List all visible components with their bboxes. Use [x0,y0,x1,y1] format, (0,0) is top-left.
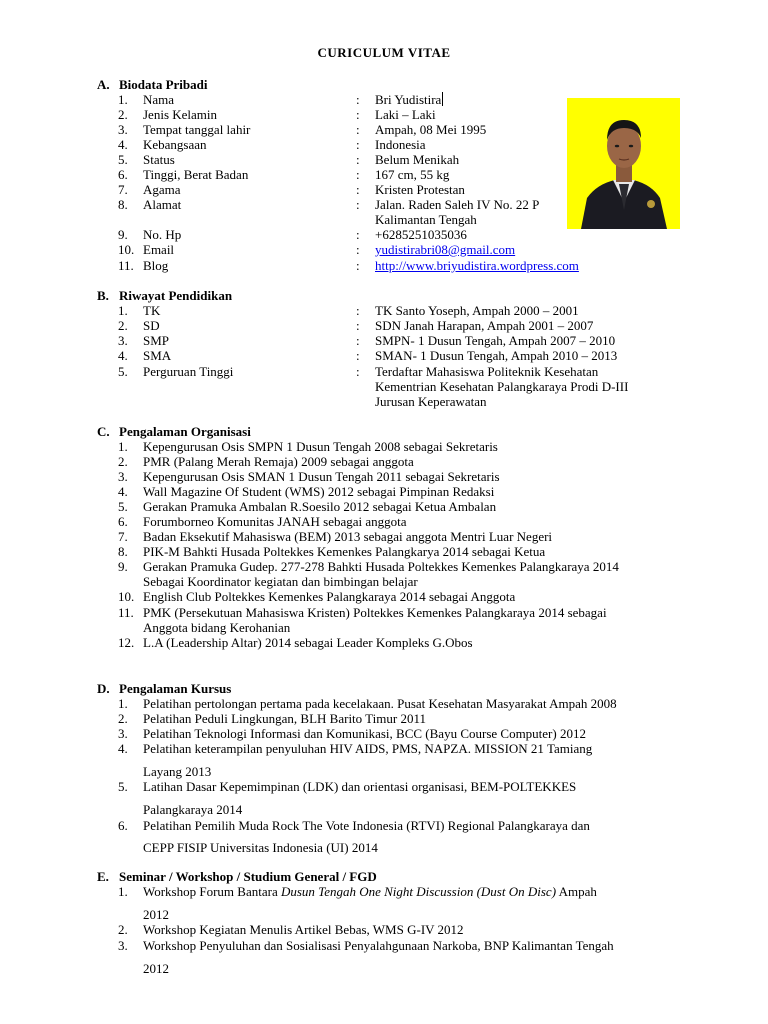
item-text: PMR (Palang Merah Remaja) 2009 sebagai anggota [143,454,414,469]
item-number: 6. [118,818,128,833]
item-number: 8. [118,544,128,559]
row-value: TK Santo Yoseph, Ampah 2000 – 2001 [375,303,579,318]
item-number: 4. [118,741,128,756]
row-colon: : [356,242,360,257]
row-value: Kristen Protestan [375,182,465,197]
item-text: Pelatihan Teknologi Informasi dan Komunikasi, BCC (Bayu Course Computer) 2012 [143,726,586,741]
item-text: Pelatihan keterampilan penyuluhan HIV AIDS, PMS, NAPZA. MISSION 21 Tamiang [143,741,593,756]
row-colon: : [356,258,360,273]
item-number: 4. [118,484,128,499]
row-label: Tinggi, Berat Badan [143,167,249,182]
row-value: Terdaftar Mahasiswa Politeknik Kesehatan [375,364,599,379]
item-number: 5. [118,779,128,794]
item-text: Kepengurusan Osis SMPN 1 Dusun Tengah 2008 sebagai Sekretaris [143,439,498,454]
row-number: 3. [118,333,128,348]
row-number: 11. [118,258,134,273]
section-a-title [97,77,208,93]
row-colon: : [356,107,360,122]
list-item-continuation: Anggota bidang Kerohanian [143,620,291,635]
name-value: Bri Yudistira [375,92,442,107]
row-value: SMAN- 1 Dusun Tengah, Ampah 2010 – 2013 [375,348,618,363]
row-label: Alamat [143,197,182,212]
person-portrait-icon [567,98,680,229]
profile-photo [567,98,680,229]
section-letter: C. [97,424,110,439]
row-value: 167 cm, 55 kg [375,167,450,182]
row-colon: : [356,303,360,318]
row-label: Nama [143,92,175,107]
section-title-text: Biodata Pribadi [119,77,208,92]
row-colon: : [356,122,360,137]
item-number: 6. [118,514,128,529]
section-title-text: Pengalaman Organisasi [119,424,251,439]
row-number: 4. [118,348,128,363]
section-letter: D. [97,681,110,696]
row-colon: : [356,92,360,107]
item-text: Kepengurusan Osis SMAN 1 Dusun Tengah 2011 sebagai Sekretaris [143,469,500,484]
row-label: No. Hp [143,227,182,242]
row-value: Laki – Laki [375,107,436,122]
list-item-continuation: 2012 [143,961,169,976]
row-label: Kebangsaan [143,137,207,152]
row-value: SDN Janah Harapan, Ampah 2001 – 2007 [375,318,594,333]
item-text: Gerakan Pramuka Gudep. 277-278 Bahkti Husada Poltekkes Kemenkes Palangkaraya 2014 [143,559,619,574]
item-text: Pelatihan Peduli Lingkungan, BLH Barito Timur 2011 [143,711,426,726]
item-text: Latihan Dasar Kepemimpinan (LDK) dan orientasi organisasi, BEM-POLTEKKES [143,779,577,794]
item-number: 3. [118,726,128,741]
text-cursor [442,92,443,106]
item-number: 1. [118,696,128,711]
section-c-title [97,424,251,440]
document-title: CURICULUM VITAE [317,45,451,60]
item-number: 3. [118,938,128,953]
section-letter: A. [97,77,110,92]
row-value: Kalimantan Tengah [375,212,477,227]
row-number: 1. [118,303,128,318]
item-number: 10. [118,589,135,604]
row-value: +6285251035036 [375,227,467,242]
row-value: Jalan. Raden Saleh IV No. 22 P [375,197,540,212]
row-number: 5. [118,364,128,379]
row-colon: : [356,318,360,333]
item-text-pre: Workshop Forum Bantara [143,884,281,899]
section-e-title [97,869,377,885]
row-label: Perguruan Tinggi [143,364,234,379]
item-number: 7. [118,529,128,544]
row-number: 1. [118,92,128,107]
section-b-title [97,288,232,304]
row-value: SMPN- 1 Dusun Tengah, Ampah 2007 – 2010 [375,333,616,348]
row-number: 5. [118,152,128,167]
row-value: Ampah, 08 Mei 1995 [375,122,487,137]
section-title-text: Seminar / Workshop / Studium General / FGD [119,869,377,884]
row-value [375,92,443,107]
row-label: Agama [143,182,181,197]
item-number: 9. [118,559,128,574]
row-colon: : [356,348,360,363]
row-number: 9. [118,227,128,242]
row-label: Tempat tanggal lahir [143,122,251,137]
item-text: Workshop Kegiatan Menulis Artikel Bebas, WMS G-IV 2012 [143,922,464,937]
item-text-post: Ampah [556,884,597,899]
row-number: 8. [118,197,128,212]
section-title-text: Riwayat Pendidikan [119,288,233,303]
list-item-continuation: Palangkaraya 2014 [143,802,243,817]
row-number: 7. [118,182,128,197]
row-colon: : [356,333,360,348]
item-number: 1. [118,439,128,454]
blog-link[interactable]: http://www.briyudistira.wordpress.com [375,258,579,273]
list-item-continuation: CEPP FISIP Universitas Indonesia (UI) 2014 [143,840,378,855]
item-text: Gerakan Pramuka Ambalan R.Soesilo 2012 sebagai Ketua Ambalan [143,499,497,514]
item-number: 11. [118,605,134,620]
row-value: Indonesia [375,137,426,152]
item-number: 2. [118,922,128,937]
item-text: Pelatihan pertolongan pertama pada kecelakaan. Pusat Kesehatan Masyarakat Ampah 2008 [143,696,617,711]
row-number: 4. [118,137,128,152]
list-item-continuation: Sebagai Koordinator kegiatan dan bimbingan belajar [143,574,418,589]
item-text: L.A (Leadership Altar) 2014 sebagai Leader Kompleks G.Obos [143,635,473,650]
row-number: 10. [118,242,135,257]
row-number: 6. [118,167,128,182]
row-label: SMP [143,333,170,348]
item-number: 2. [118,711,128,726]
item-number: 2. [118,454,128,469]
item-text: Forumborneo Komunitas JANAH sebagai anggota [143,514,407,529]
item-number: 1. [118,884,128,899]
list-item-continuation: Layang 2013 [143,764,212,779]
section-letter: B. [97,288,109,303]
row-label: TK [143,303,161,318]
row-value: Belum Menikah [375,152,460,167]
row-colon: : [356,182,360,197]
row-number: 2. [118,318,128,333]
email-link[interactable]: yudistirabri08@gmail.com [375,242,516,257]
row-label: SMA [143,348,172,363]
row-colon: : [356,227,360,242]
item-text: PIK-M Bahkti Husada Poltekkes Kemenkes Palangkarya 2014 sebagai Ketua [143,544,546,559]
row-label: Status [143,152,175,167]
section-title-text: Pengalaman Kursus [119,681,232,696]
row-colon: : [356,137,360,152]
row-label: SD [143,318,160,333]
list-item-continuation: 2012 [143,907,169,922]
row-colon: : [356,167,360,182]
item-text: PMK (Persekutuan Mahasiswa Kristen) Poltekkes Kemenkes Palangkaraya 2014 sebagai [143,605,607,620]
item-number: 5. [118,499,128,514]
row-value: Kementrian Kesehatan Palangkaraya Prodi D-III [375,379,629,394]
row-number: 2. [118,107,128,122]
row-label: Email [143,242,175,257]
item-text: Badan Eksekutif Mahasiswa (BEM) 2013 sebagai anggota Mentri Luar Negeri [143,529,553,544]
item-number: 3. [118,469,128,484]
row-label: Jenis Kelamin [143,107,218,122]
row-value: Jurusan Keperawatan [375,394,487,409]
row-colon: : [356,152,360,167]
item-text-italic: Dusun Tengah One Night Discussion (Dust On Disc) [280,884,557,899]
section-letter: E. [97,869,109,884]
item-text: English Club Poltekkes Kemenkes Palangkaraya 2014 sebagai Anggota [143,589,516,604]
row-number: 3. [118,122,128,137]
item-text: Workshop Penyuluhan dan Sosialisasi Penyalahgunaan Narkoba, BNP Kalimantan Tengah [143,938,614,953]
row-label: Blog [143,258,169,273]
item-text: Wall Magazine Of Student (WMS) 2012 sebagai Pimpinan Redaksi [143,484,495,499]
item-text [143,884,597,899]
section-d-title [97,681,231,697]
row-colon: : [356,364,360,379]
item-number: 12. [118,635,135,650]
row-colon: : [356,197,360,212]
item-text: Pelatihan Pemilih Muda Rock The Vote Indonesia (RTVI) Regional Palangkaraya dan [143,818,590,833]
